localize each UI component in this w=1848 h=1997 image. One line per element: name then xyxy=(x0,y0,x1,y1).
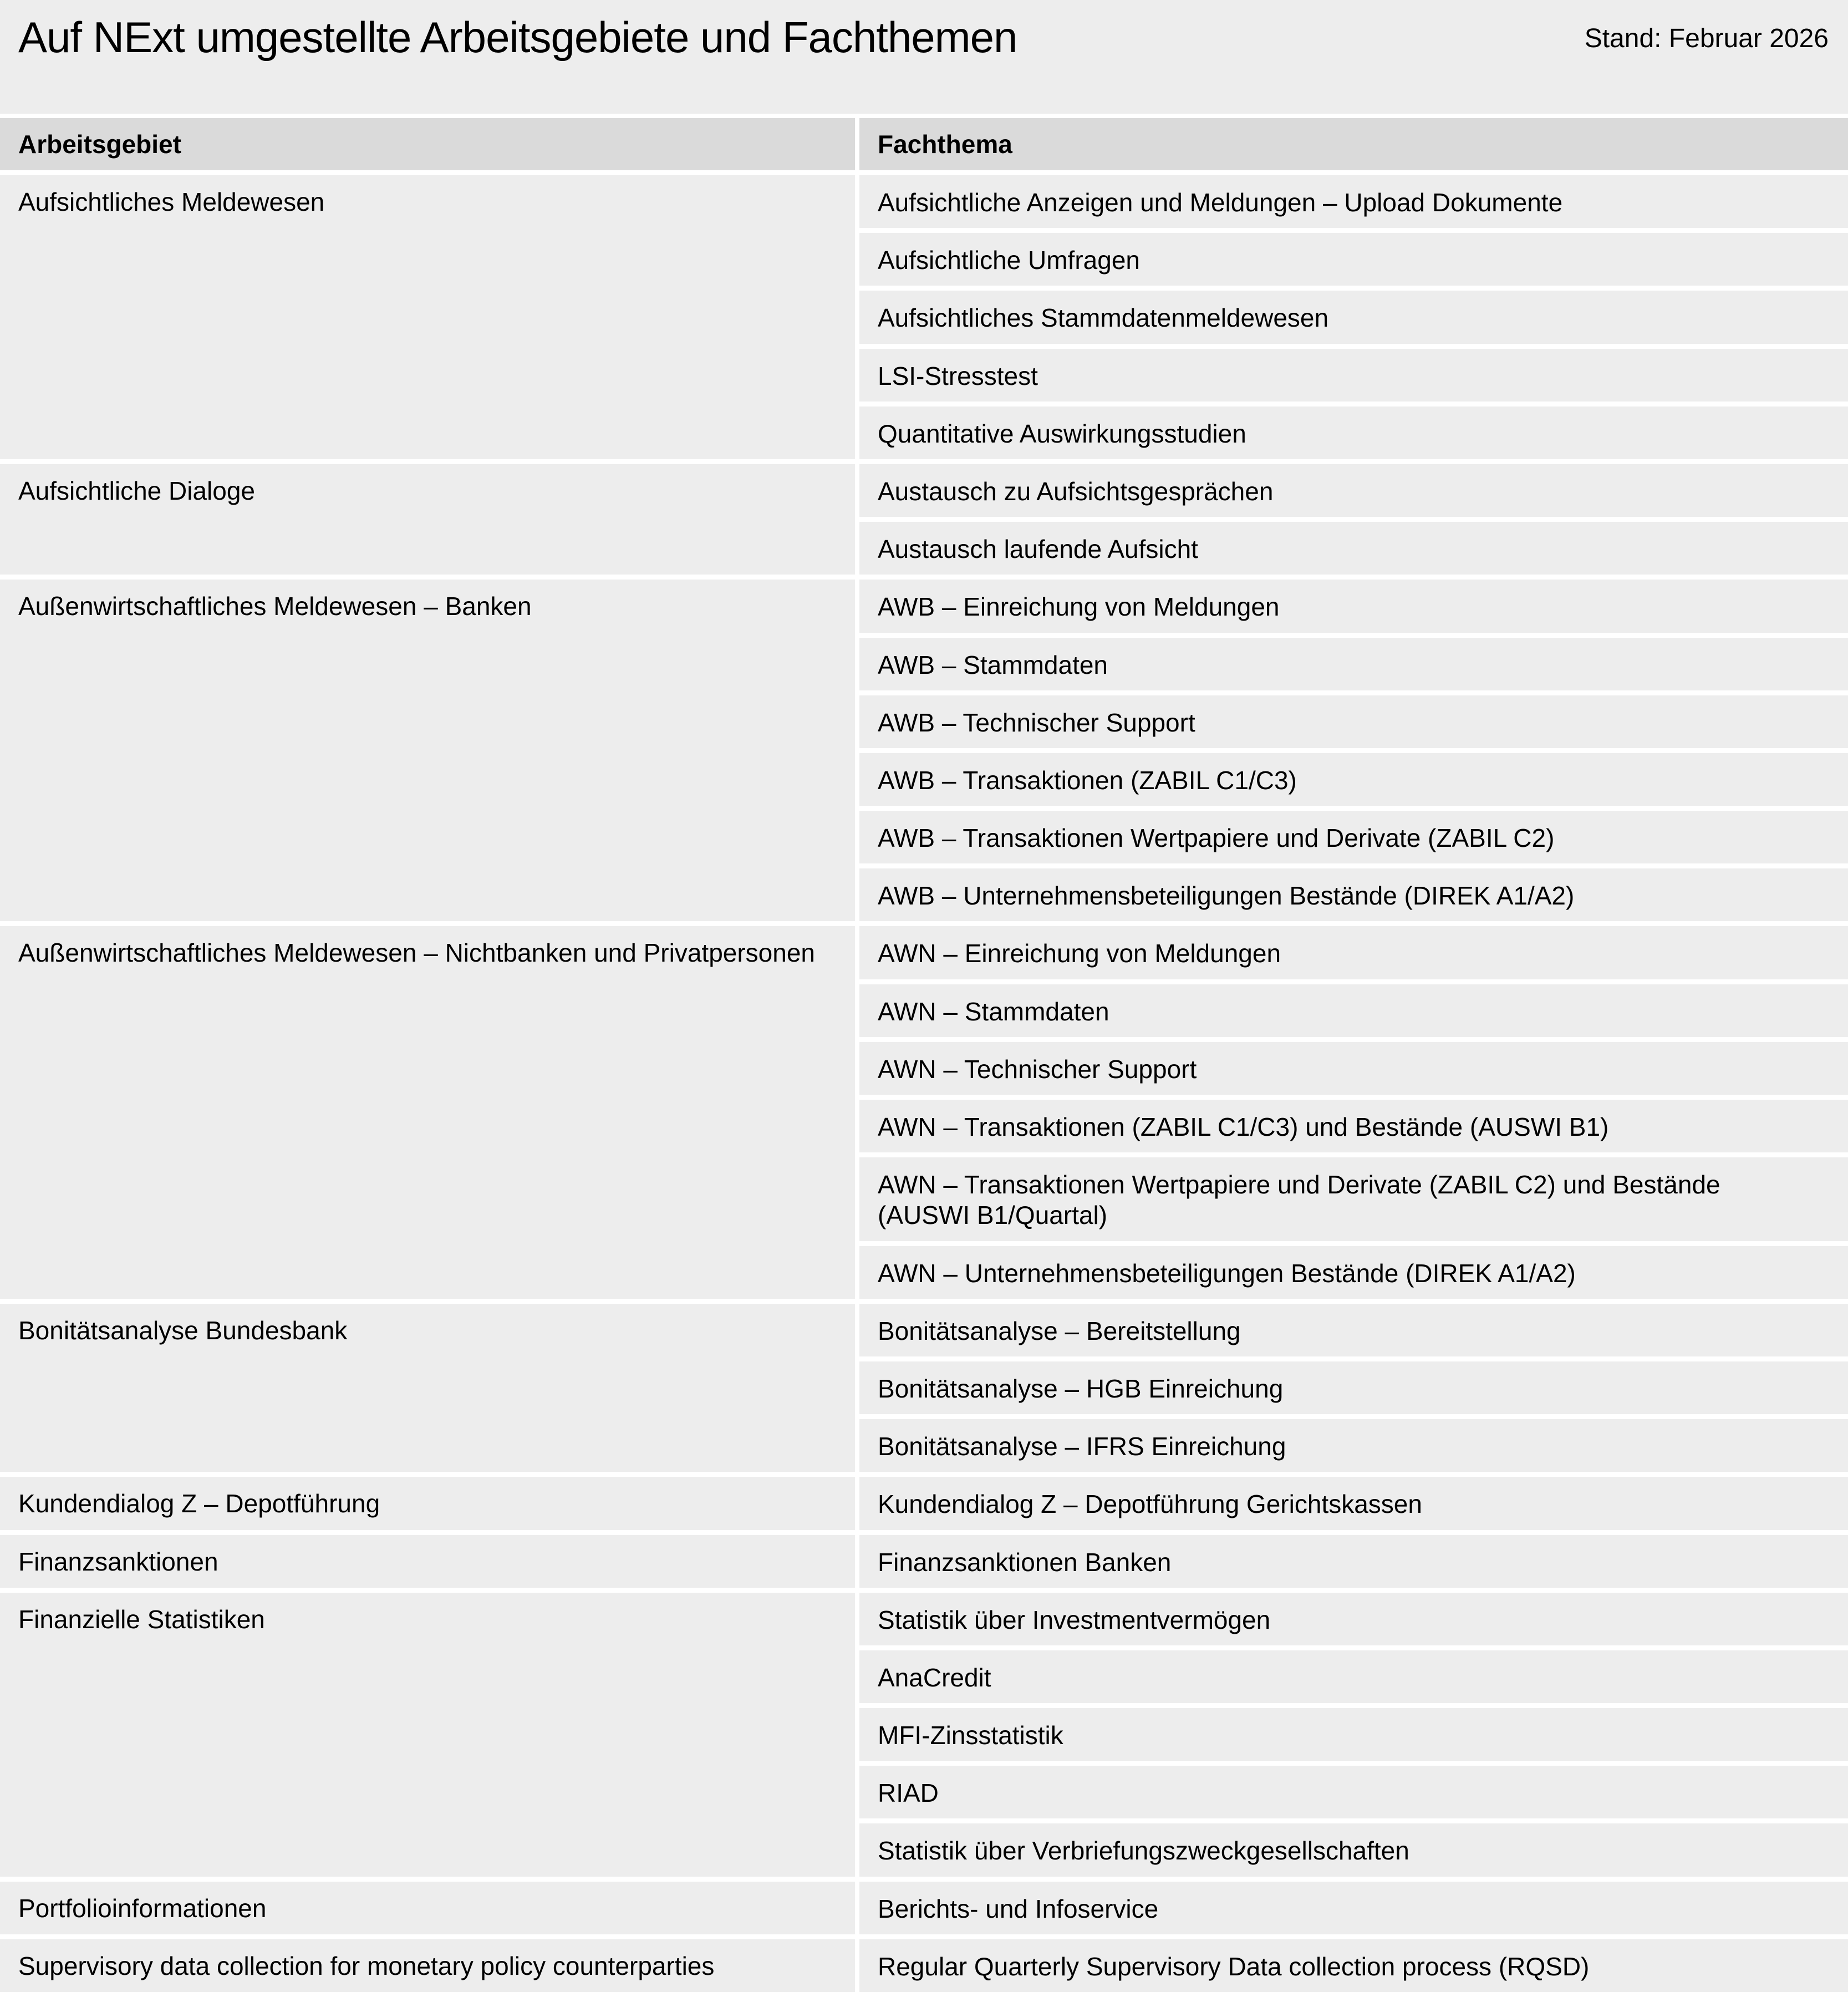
cell-fachthema: AWN – Transaktionen (ZABIL C1/C3) und Bestände (AUSWI B1) xyxy=(859,1100,1848,1152)
cell-fachthema: MFI-Zinsstatistik xyxy=(859,1708,1848,1761)
table-row-group xyxy=(0,580,1848,921)
fachthema-list xyxy=(859,1593,1848,1877)
cell-fachthema: Bonitätsanalyse – HGB Einreichung xyxy=(859,1361,1848,1414)
cell-fachthema: Aufsichtliche Anzeigen und Meldungen – Upload Dokumente xyxy=(859,175,1848,228)
status-date: Stand: Februar 2026 xyxy=(1584,24,1829,53)
cell-fachthema: Aufsichtliches Stammdatenmeldewesen xyxy=(859,291,1848,343)
fachthema-list xyxy=(859,464,1848,575)
cell-fachthema: AWB – Technischer Support xyxy=(859,695,1848,748)
cell-arbeitsgebiet: Aufsichtliche Dialoge xyxy=(0,464,855,575)
table-row-group xyxy=(0,1535,1848,1588)
cell-arbeitsgebiet: Bonitätsanalyse Bundesbank xyxy=(0,1304,855,1472)
cell-fachthema: Berichts- und Infoservice xyxy=(859,1882,1848,1934)
fachthema-list xyxy=(859,1939,1848,1992)
table-row-group xyxy=(0,1477,1848,1529)
cell-fachthema: AWN – Einreichung von Meldungen xyxy=(859,926,1848,979)
fachthema-list xyxy=(859,175,1848,459)
cell-fachthema: RIAD xyxy=(859,1766,1848,1818)
table-row-group xyxy=(0,1304,1848,1472)
table-row-group xyxy=(0,1882,1848,1934)
cell-fachthema: AWB – Einreichung von Meldungen xyxy=(859,580,1848,632)
fachthema-list xyxy=(859,1535,1848,1588)
cell-arbeitsgebiet: Außenwirtschaftliches Meldewesen – Banken xyxy=(0,580,855,921)
cell-fachthema: LSI-Stresstest xyxy=(859,349,1848,402)
cell-arbeitsgebiet: Aufsichtliches Meldewesen xyxy=(0,175,855,459)
fachthema-list xyxy=(859,1477,1848,1529)
table-row-group xyxy=(0,1939,1848,1992)
cell-arbeitsgebiet: Außenwirtschaftliches Meldewesen – Nichtbanken und Privatpersonen xyxy=(0,926,855,1298)
cell-arbeitsgebiet: Finanzielle Statistiken xyxy=(0,1593,855,1877)
cell-fachthema: AWB – Transaktionen Wertpapiere und Derivate (ZABIL C2) xyxy=(859,811,1848,863)
cell-fachthema: Quantitative Auswirkungsstudien xyxy=(859,406,1848,459)
cell-arbeitsgebiet: Finanzsanktionen xyxy=(0,1535,855,1588)
cell-fachthema: AWN – Unternehmensbeteiligungen Bestände (DIREK A1/A2) xyxy=(859,1246,1848,1299)
cell-fachthema: AWB – Transaktionen (ZABIL C1/C3) xyxy=(859,753,1848,806)
table-header xyxy=(0,118,1848,170)
cell-fachthema: AWN – Technischer Support xyxy=(859,1042,1848,1095)
column-header-arbeitsgebiet: Arbeitsgebiet xyxy=(0,118,855,170)
cell-fachthema: Bonitätsanalyse – IFRS Einreichung xyxy=(859,1419,1848,1472)
fachthema-list xyxy=(859,1304,1848,1472)
cell-fachthema: Bonitätsanalyse – Bereitstellung xyxy=(859,1304,1848,1356)
fachthema-list xyxy=(859,1882,1848,1934)
table-body xyxy=(0,175,1848,1992)
table-row-group xyxy=(0,175,1848,459)
column-header-fachthema: Fachthema xyxy=(859,118,1848,170)
cell-fachthema: Austausch zu Aufsichtsgesprächen xyxy=(859,464,1848,517)
page-title: Auf NExt umgestellte Arbeitsgebiete und Fachthemen xyxy=(18,13,1017,62)
cell-fachthema: AnaCredit xyxy=(859,1650,1848,1703)
cell-fachthema: Regular Quarterly Supervisory Data collection process (RQSD) xyxy=(859,1939,1848,1992)
cell-fachthema: Statistik über Investmentvermögen xyxy=(859,1593,1848,1645)
cell-fachthema: Finanzsanktionen Banken xyxy=(859,1535,1848,1588)
cell-arbeitsgebiet: Kundendialog Z – Depotführung xyxy=(0,1477,855,1529)
cell-fachthema: Aufsichtliche Umfragen xyxy=(859,233,1848,286)
topics-table xyxy=(0,114,1848,1997)
cell-arbeitsgebiet: Supervisory data collection for monetary policy counterparties xyxy=(0,1939,855,1992)
fachthema-list xyxy=(859,926,1848,1298)
cell-fachthema: AWB – Stammdaten xyxy=(859,638,1848,690)
cell-fachthema: AWB – Unternehmensbeteiligungen Bestände (DIREK A1/A2) xyxy=(859,868,1848,921)
table-row-group xyxy=(0,926,1848,1298)
cell-fachthema: Austausch laufende Aufsicht xyxy=(859,522,1848,575)
cell-fachthema: Statistik über Verbriefungszweckgesellschaften xyxy=(859,1823,1848,1876)
table-row-group xyxy=(0,464,1848,575)
cell-arbeitsgebiet: Portfolioinformationen xyxy=(0,1882,855,1934)
fachthema-list xyxy=(859,580,1848,921)
cell-fachthema: Kundendialog Z – Depotführung Gerichtskassen xyxy=(859,1477,1848,1529)
cell-fachthema: AWN – Stammdaten xyxy=(859,984,1848,1037)
cell-fachthema: AWN – Transaktionen Wertpapiere und Derivate (ZABIL C2) und Bestände (AUSWI B1/Quartal) xyxy=(859,1157,1848,1241)
table-row-group xyxy=(0,1593,1848,1877)
